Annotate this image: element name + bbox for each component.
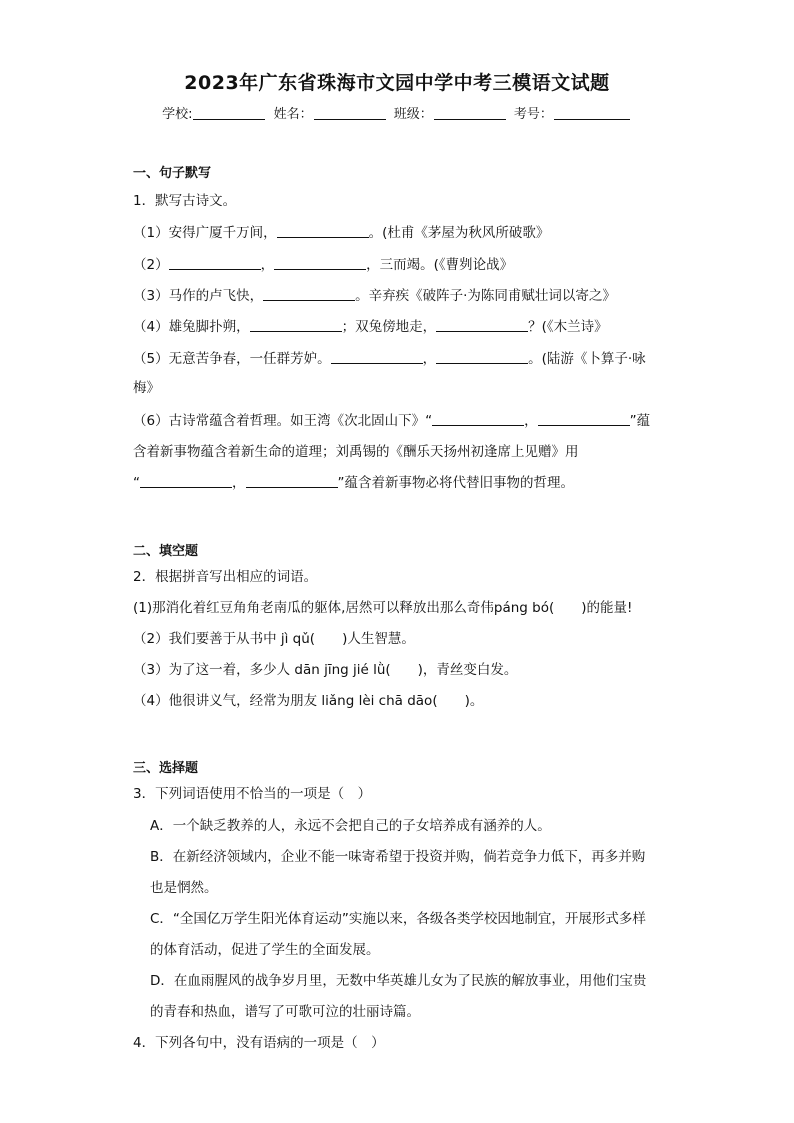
option-b-cont: 也是惘然。 (150, 880, 218, 896)
q1-6-tail: ”蕴含着新事物必将代替旧事物的哲理。 (337, 475, 574, 491)
question-2-stem: 2．根据拼音写出相应的词语。 (133, 569, 318, 585)
q1-3-source: 。辛弃疾《破阵子·为陈同甫赋壮词以寄之》 (355, 288, 616, 304)
answer-blank[interactable] (250, 319, 342, 332)
answer-blank[interactable] (169, 257, 261, 270)
q1-3-text: （3）马作的卢飞快， (133, 288, 264, 304)
q1-5-source: 。(陆游《卜算子·咏 (528, 351, 646, 367)
number-blank[interactable] (554, 119, 630, 120)
q1-line-6-cont: 含着新事物蕴含着新生命的道理；刘禹锡的《酬乐天扬州初逢席上见赠》用 (133, 444, 579, 460)
q1-6-comma: ， (524, 413, 538, 429)
answer-blank[interactable] (263, 288, 355, 301)
answer-blank[interactable] (436, 319, 528, 332)
answer-blank[interactable] (331, 351, 423, 364)
section-2-heading: 二、填空题 (133, 544, 199, 559)
q1-line-6-cont2 (133, 474, 574, 492)
q1-line-3 (133, 287, 616, 305)
option-c[interactable]: C．“全国亿万学生阳光体育运动”实施以来，各级各类学校因地制宜，开展形式多样 (150, 911, 646, 927)
q1-line-1 (133, 224, 549, 242)
q2-line-1: (1)那消化着红豆角角老南瓜的躯体,居然可以释放出那么奇伟páng bó( )的能量! (133, 600, 633, 616)
answer-blank[interactable] (277, 225, 369, 238)
q1-4-text: （4）雄兔脚扑朔， (133, 319, 250, 335)
class-blank[interactable] (434, 119, 506, 120)
q1-5-text: （5）无意苦争春，一任群芳妒。 (133, 351, 331, 367)
q1-1-text: （1）安得广厦千万间， (133, 225, 277, 241)
name-label: 姓名： (273, 107, 313, 122)
q2-line-3: （3）为了这一着，多少人 dān jīng jié lǜ( )，青丝变白发。 (133, 662, 518, 678)
q2-line-4: （4）他很讲义气，经常为朋友 liǎng lèi chā dāo( )。 (133, 693, 484, 709)
q1-5-comma: ， (422, 351, 437, 367)
school-label: 学校: (162, 107, 193, 122)
answer-blank[interactable] (246, 475, 338, 488)
section-3-heading: 三、选择题 (133, 761, 199, 776)
q1-4-mid: ；双兔傍地走， (341, 319, 437, 335)
option-a[interactable]: A．一个缺乏教养的人，永远不会把自己的子女培养成有涵养的人。 (150, 818, 551, 834)
question-3-stem: 3．下列词语使用不恰当的一项是（ ） (133, 786, 372, 802)
answer-blank[interactable] (436, 351, 528, 364)
exam-title: 2023年广东省珠海市文园中学中考三模语文试题 (184, 72, 610, 94)
q1-6-end: ”蕴 (629, 413, 651, 429)
q2-line-2: （2）我们要善于从书中 jì qǔ( )人生智慧。 (133, 631, 415, 647)
name-blank[interactable] (314, 119, 386, 120)
q1-2-text: （2） (133, 257, 169, 273)
answer-blank[interactable] (538, 413, 630, 426)
school-blank[interactable] (193, 119, 265, 120)
question-4-stem: 4．下列各句中，没有语病的一项是（ ） (133, 1035, 385, 1051)
answer-blank[interactable] (274, 257, 366, 270)
q1-line-5-cont: 梅》 (133, 380, 160, 396)
question-1-stem: 1．默写古诗文。 (133, 193, 237, 209)
student-info-row (0, 103, 794, 122)
section-1-heading: 一、句子默写 (133, 166, 212, 181)
q1-2-source: ，三而竭。(《曹刿论战》 (366, 257, 514, 273)
option-d[interactable]: D．在血雨腥风的战争岁月里，无数中华英雄儿女为了民族的解放事业，用他们宝贵 (150, 973, 647, 989)
option-c-cont: 的体育活动，促进了学生的全面发展。 (150, 942, 380, 958)
q1-line-2 (133, 256, 513, 274)
q1-6-text: （6）古诗常蕴含着哲理。如王湾《次北固山下》“ (133, 413, 433, 429)
q1-line-5 (133, 350, 646, 368)
answer-blank[interactable] (140, 475, 232, 488)
option-d-cont: 的青春和热血，谱写了可歌可泣的壮丽诗篇。 (150, 1004, 420, 1020)
q1-6-comma2: ， (232, 475, 246, 491)
q1-4-source: ？(《木兰诗》 (528, 319, 608, 335)
q1-line-6 (133, 412, 650, 430)
q1-line-4 (133, 318, 608, 336)
number-label: 考号： (513, 107, 553, 122)
q1-2-comma: ， (260, 257, 275, 273)
class-label: 班级： (393, 107, 433, 122)
q1-1-source: 。(杜甫《茅屋为秋风所破歌》 (368, 225, 550, 241)
option-b[interactable]: B．在新经济领域内，企业不能一味寄希望于投资并购，倘若竞争力低下，再多并购 (150, 849, 646, 865)
answer-blank[interactable] (432, 413, 524, 426)
q1-6-quote-open: “ (133, 475, 140, 491)
